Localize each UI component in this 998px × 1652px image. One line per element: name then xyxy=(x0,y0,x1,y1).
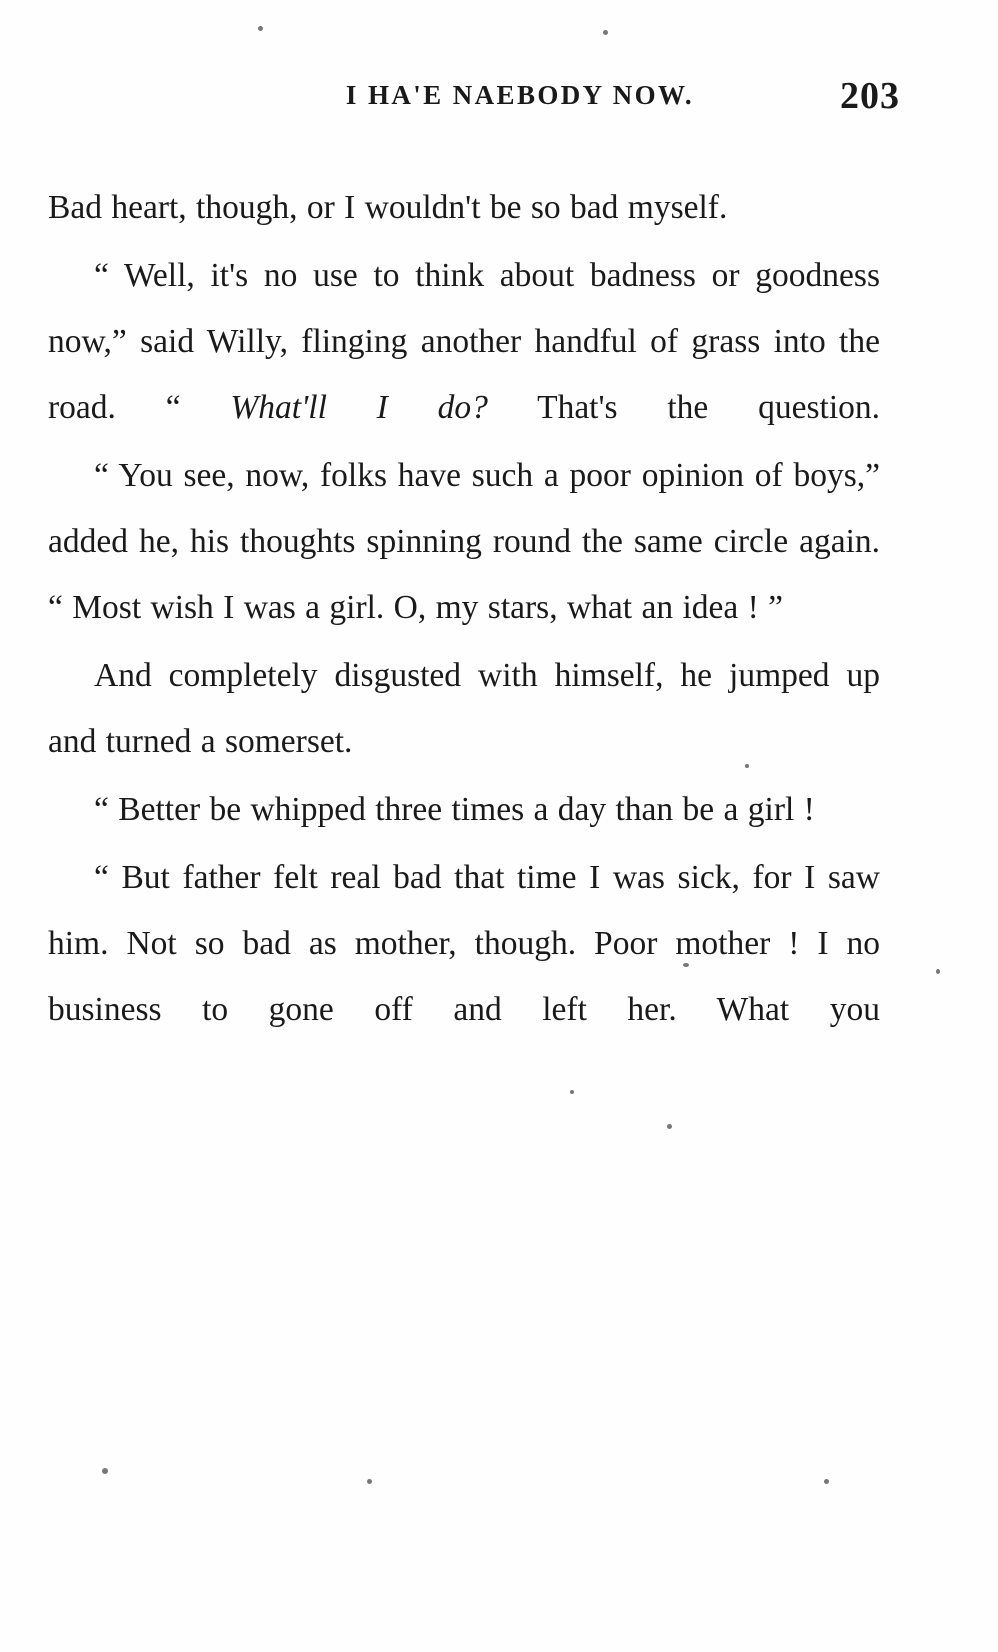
paragraph xyxy=(48,443,880,641)
scan-speck xyxy=(102,1468,108,1474)
paragraph xyxy=(48,643,880,775)
scan-speck xyxy=(570,1090,574,1094)
paragraph-text-after-italic: That's the question. xyxy=(487,389,880,426)
page-body xyxy=(48,175,880,1043)
scan-speck xyxy=(367,1479,372,1484)
paragraph xyxy=(48,175,880,241)
scan-speck xyxy=(667,1124,672,1129)
paragraph-text: And completely disgusted with himself, he jumped up and turned a somerset. xyxy=(48,657,880,760)
paragraph-text: “ You see, now, folks have such a poor opinion of boys,” added he, his thoughts spinning round the same circle again. “ Most wish I was a girl. O, my stars, what an idea ! ” xyxy=(48,457,880,626)
paragraph xyxy=(48,845,880,1043)
scan-speck xyxy=(603,30,608,35)
paragraph xyxy=(48,777,880,843)
scan-speck xyxy=(936,969,940,974)
scan-speck xyxy=(824,1479,829,1484)
scan-speck xyxy=(258,26,263,31)
paragraph-text: “ But father felt real bad that time I was sick, for I saw him. Not so bad as mother, though. Poor mother ! I no business to gone off and left her. What you xyxy=(48,859,880,1028)
paragraph-text-before-italic: “ Well, it's no use to think about badness or goodness now,” said Willy, flinging another handful of grass into the road. “ xyxy=(48,257,880,426)
page-header xyxy=(100,75,900,132)
paragraph-text: Bad heart, though, or I wouldn't be so bad myself. xyxy=(48,189,728,226)
page-number: 203 xyxy=(840,75,900,117)
paragraph xyxy=(48,243,880,441)
running-title: I HA'E NAEBODY NOW. xyxy=(345,80,695,110)
paragraph-text: “ Better be whipped three times a day than be a girl ! xyxy=(94,791,815,828)
italic-phrase: What'll I do? xyxy=(230,389,488,426)
